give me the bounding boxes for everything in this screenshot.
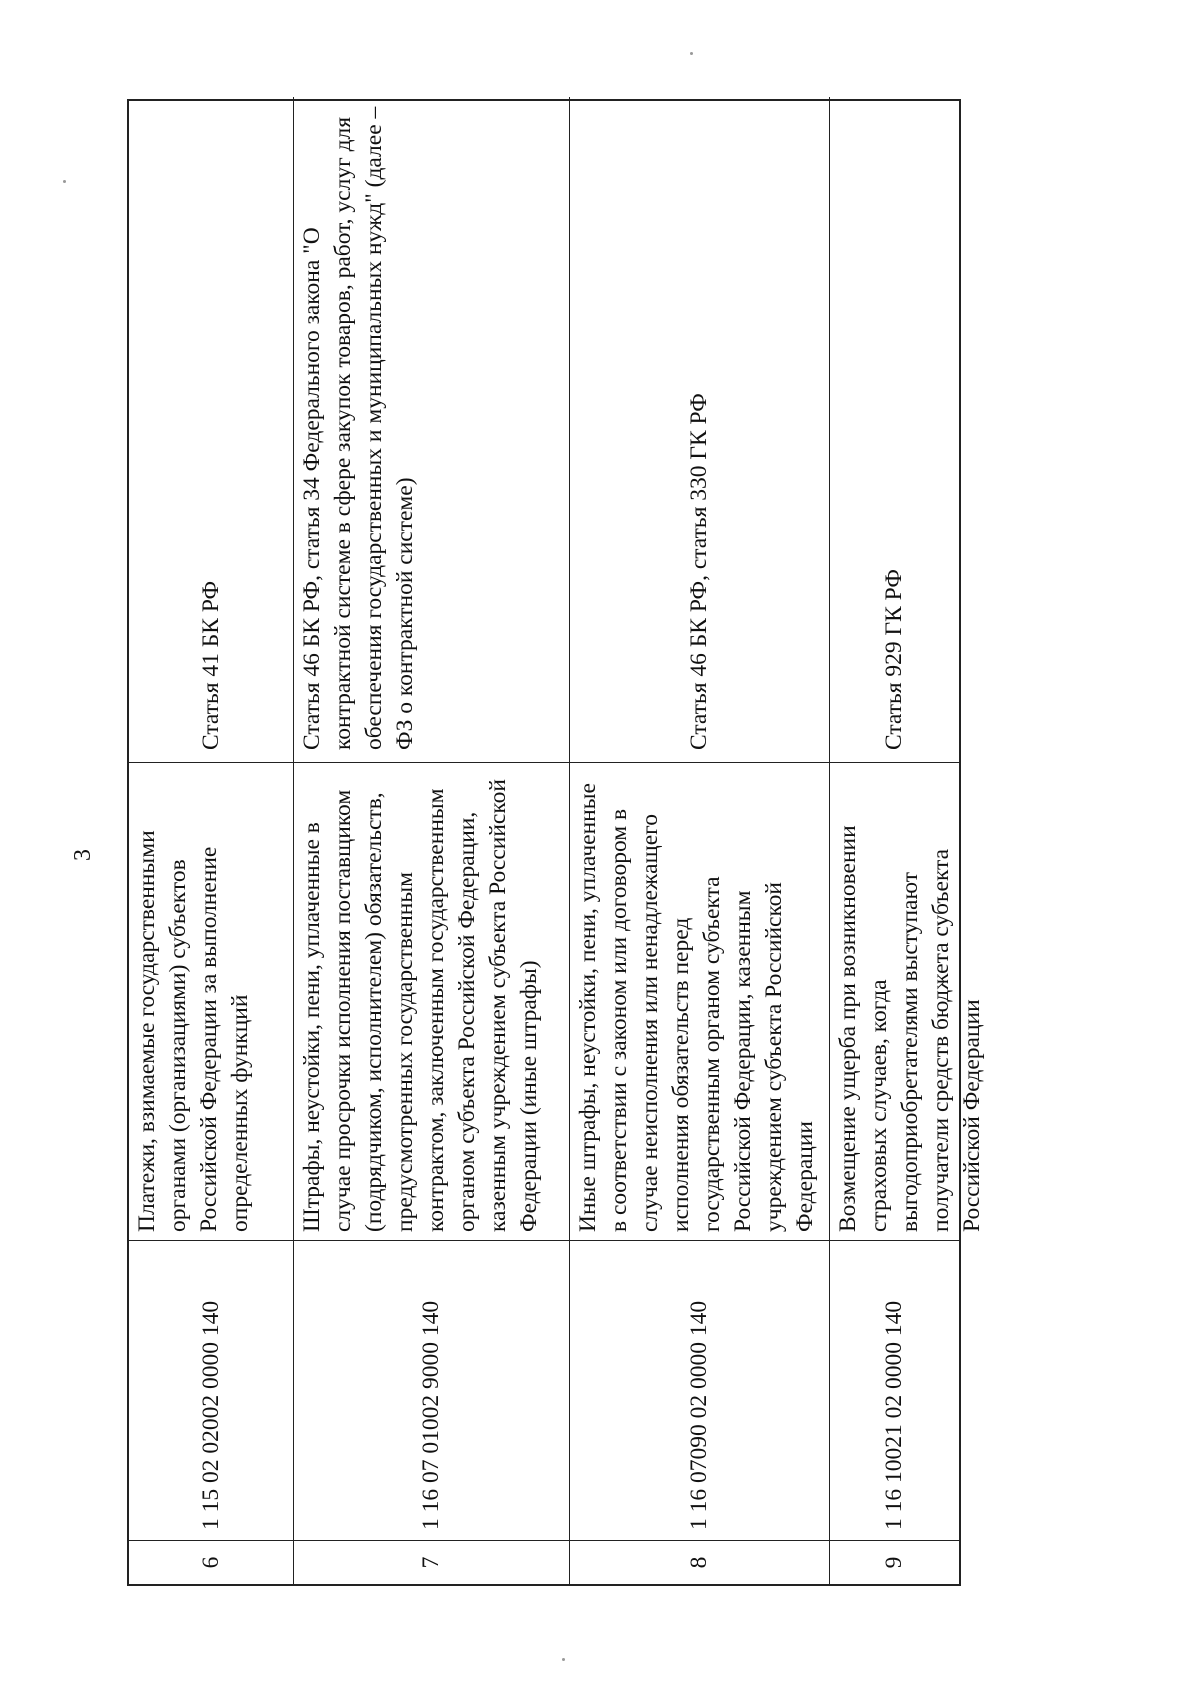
legal-basis: Статья 46 БК РФ, статья 330 ГК РФ [570,97,830,762]
legal-basis: Статья 41 БК РФ [129,97,294,762]
scan-speck [63,180,66,183]
revenue-code: 1 16 07 01002 9000 140 [294,1240,570,1540]
revenue-table [127,99,985,1586]
row-number: 9 [830,1540,959,1584]
revenue-description: Штрафы, неустойки, пени, уплаченные в случае просрочки исполнения поставщиком (подрядчиком, исполнителем) обязательств, предусмотренных государственным контрактом, заключенным государственным органом субъекта Российской Федерации, казенным учреждением субъекта Российской Федерации (иные штрафы) [294,762,570,1240]
revenue-description: Иные штрафы, неустойки, пени, уплаченные в соответствии с законом или договором в случае неисполнения или ненадлежащего исполнения обязательств перед государственным органом субъекта Российской Федерации, казенным учреждением субъекта Российской Федерации [570,762,830,1240]
row-number: 6 [129,1540,294,1584]
legal-basis: Статья 46 БК РФ, статья 34 Федерального закона "О контрактной системе в сфере закупок товаров, работ, услуг для обеспечения государственных и муниципальных нужд" (далее – ФЗ о контрактной системе) [294,97,570,762]
revenue-code: 1 15 02 02002 0000 140 [129,1240,294,1540]
revenue-code: 1 16 10021 02 0000 140 [830,1240,959,1540]
row-number: 8 [570,1540,830,1584]
revenue-description: Возмещение ущерба при возникновении страховых случаев, когда выгодоприобретателями выступают получатели средств бюджета субъекта Российской Федерации [830,762,959,1240]
page-number: 3 [70,849,96,861]
row-number: 7 [294,1540,570,1584]
legal-basis: Статья 929 ГК РФ [881,569,907,750]
scan-speck [562,1658,565,1661]
scan-speck [690,52,693,55]
revenue-description: Платежи, взимаемые государственными органами (организациями) субъектов Российской Федерации за выполнение определенных функций [129,762,294,1240]
revenue-code: 1 16 07090 02 0000 140 [570,1240,830,1540]
